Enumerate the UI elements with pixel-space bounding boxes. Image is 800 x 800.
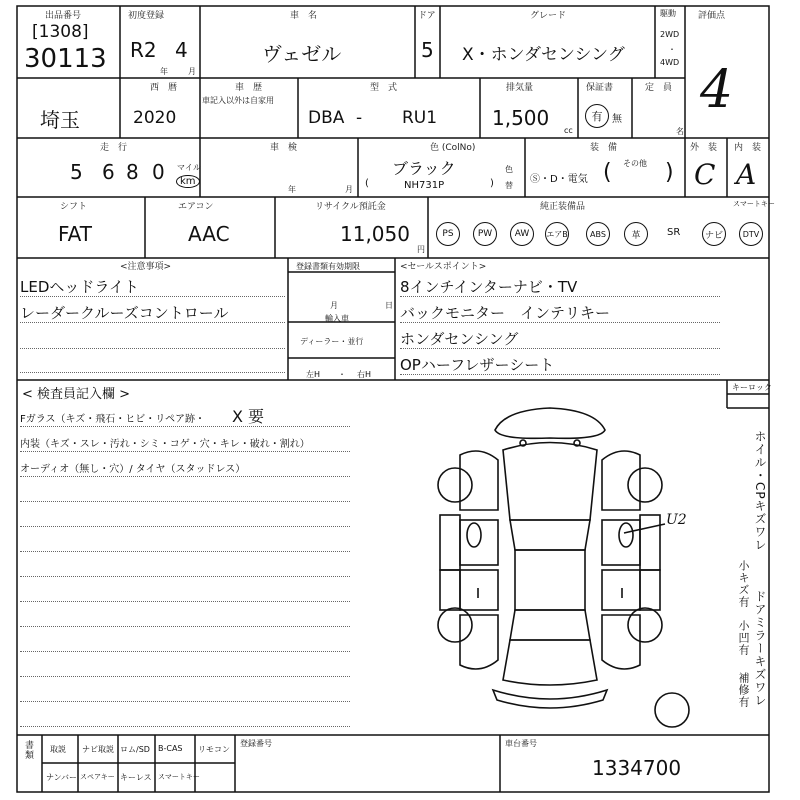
first-reg-month-suffix: 月	[188, 67, 196, 76]
inspection-month: 月	[345, 185, 353, 194]
mileage-header: 走 行	[100, 143, 128, 153]
shift-value: FAT	[58, 222, 93, 246]
docs-header: 書類	[23, 740, 33, 760]
smart-key-header: スマートキー	[733, 200, 775, 208]
region: 埼玉	[40, 108, 80, 132]
car-name: ヴェゼル	[262, 42, 342, 66]
equipment-header: 装 備	[590, 143, 618, 153]
drive-header: 駆動	[660, 9, 676, 18]
color-name: ブラック	[392, 159, 456, 178]
first-reg-month: 4	[175, 38, 188, 62]
grade: X・ホンダセンシング	[462, 45, 625, 65]
capacity-suffix: 名	[676, 127, 684, 136]
lot-no-header: 出品番号	[45, 11, 82, 21]
doc-bcas: B-CAS	[158, 744, 183, 753]
note-1: LEDヘッドライト	[20, 278, 139, 296]
doc-manual: 取説	[50, 745, 66, 754]
model-prefix: DBA	[308, 108, 345, 128]
mileage-digit-1: 5	[70, 160, 83, 184]
std-equip-ps: PS	[436, 222, 460, 246]
inspector-mark: X 要	[232, 407, 265, 426]
model-dash: -	[356, 108, 363, 128]
import-right: 右H	[357, 370, 372, 379]
recycle-header: リサイクル預託金	[315, 202, 386, 212]
key-lock-header: キーロック	[732, 383, 772, 392]
recycle-value: 11,050	[340, 222, 410, 246]
model-header: 型 式	[370, 83, 398, 93]
score-header: 評価点	[698, 11, 726, 21]
std-equip-abs: ABS	[586, 222, 610, 246]
auction-sheet: 出品番号 [1308] 30113 初度登録 R2 4 年 月 車 名 ヴェゼル ドア 5 グレード X・ホンダセンシング 駆動 2WD ・ 4WD 評価点 4 埼玉 西 暦 2020 車 歴 車記入以外は自家用 型 式 DBA - RU1 排気量 1,500 cc 保証書 有 無 定 員 名 走 行 5 6 8 0 マイル km 車 検 年 月 色 (ColNo) ブラック NH731P ( ) 色 替 装 備 Ⓢ・D・電気 ( ) その他 外 装 内 装 C A シフト FAT エアコン AAC リサイクル預託金 11,050 円 純正装備品 スマートキー PS PW AW エアB ABS 革 SR ナビ DTV <注意事項> LEDヘッドライト レーダークルーズコントロール 登録書類有効期限 月 日 輸入車 ディーラー・並行 左H ・ 右H <セールスポイント> 8インチインターナビ・TV バックモニター インテリキー ホンダセンシング OPハーフレザーシート < 検査員記入欄 > キーロック Fガラス（キズ・飛石・ヒビ・リペア跡・ X 要 内装（キズ・スレ・汚れ・シミ・コゲ・穴・キレ・破れ・割れ） オーディオ（無し・穴）/ タイヤ（スタッドレス） U2 ホイル・CPキズワレ 小キズ有 ドアミラーキズワレ 小凹有 補修有 書類 取説 ナビ取説 ロム/SD B-CAS リモコン ナンバー スペアキー キーレス スマートキー 登録番号 車台番号 1334700	[0, 0, 800, 800]
color-header: 色 (ColNo)	[430, 143, 476, 153]
first-reg-header: 初度登録	[128, 11, 165, 21]
aircon-header: エアコン	[178, 202, 214, 212]
exterior-header: 外 装	[690, 143, 718, 153]
shift-header: シフト	[60, 202, 88, 212]
lot-number: 30113	[24, 44, 107, 74]
interior-grade: A	[736, 158, 757, 191]
note-2: レーダークルーズコントロール	[20, 304, 229, 322]
inspection-year: 年	[288, 185, 296, 194]
first-reg-year-suffix: 年	[160, 67, 168, 76]
chassis-no: 1334700	[592, 756, 682, 780]
inspector-line-1: Fガラス（キズ・飛石・ヒビ・リペア跡・	[20, 414, 206, 425]
door-count: 5	[421, 38, 434, 62]
legend-vertical-5: 補修有	[737, 672, 750, 708]
mileage-digit-2: 6	[102, 160, 115, 184]
car-history-header: 車 歴	[235, 83, 263, 93]
reg-validity-header: 登録書類有効期限	[296, 262, 360, 271]
std-equipment-header: 純正装備品	[540, 202, 586, 212]
equipment-other: その他	[623, 159, 647, 168]
doc-navi-manual: ナビ取説	[82, 745, 114, 754]
year-header: 西 暦	[150, 83, 178, 93]
drive-4wd: 4WD	[660, 58, 680, 67]
car-history-note: 車記入以外は自家用	[202, 96, 274, 105]
std-equip-leather: 革	[624, 222, 648, 246]
std-equip-sr: SR	[667, 227, 681, 238]
equipment-text: Ⓢ・D・電気	[530, 174, 588, 185]
import-dot: ・	[338, 370, 346, 379]
import-dealer: ディーラー・並行	[300, 337, 364, 346]
mileage-digit-4: 0	[152, 160, 165, 184]
car-name-header: 車 名	[290, 11, 318, 21]
exterior-grade: C	[694, 158, 716, 191]
legend-vertical-4: 小凹有	[737, 620, 750, 656]
door-header: ドア	[418, 11, 436, 21]
legend-vertical-3: ドアミラーキズワレ	[753, 590, 767, 707]
displacement-header: 排気量	[506, 83, 534, 93]
warranty-yes-circle: 有	[585, 104, 609, 128]
import-left: 左H	[306, 370, 321, 379]
notes-header: <注意事項>	[120, 262, 172, 272]
diagram-damage-mark: U2	[666, 512, 687, 528]
grade-header: グレード	[530, 11, 567, 21]
recycle-unit: 円	[417, 245, 425, 254]
drive-2wd: 2WD	[660, 30, 680, 39]
lot-bracket: [1308]	[32, 22, 89, 42]
legend-vertical-2: 小キズ有	[737, 560, 750, 608]
std-equip-navi: ナビ	[702, 222, 726, 246]
doc-number-plate: ナンバー	[46, 773, 78, 782]
reg-no-header: 登録番号	[240, 739, 272, 748]
color-label-2: 替	[505, 181, 513, 190]
import-header: 輸入車	[325, 314, 349, 323]
color-code: NH731P	[404, 180, 445, 191]
doc-remote: リモコン	[198, 745, 230, 754]
std-equip-pw: PW	[473, 222, 497, 246]
warranty-no: 無	[612, 114, 622, 125]
legend-vertical-1: ホイル・CPキズワレ	[753, 430, 767, 552]
chassis-no-header: 車台番号	[505, 739, 537, 748]
inspector-header: < 検査員記入欄 >	[22, 387, 131, 402]
reg-validity-day: 日	[385, 301, 393, 310]
sales-point-4: OPハーフレザーシート	[400, 356, 555, 374]
model-code: RU1	[402, 108, 438, 128]
std-equip-dtv: DTV	[739, 222, 763, 246]
inspector-line-3: オーディオ（無し・穴）/ タイヤ（スタッドレス）	[20, 464, 246, 475]
sales-point-1: 8インチインターナビ・TV	[400, 278, 578, 296]
inspector-line-2: 内装（キズ・スレ・汚れ・シミ・コゲ・穴・キレ・破れ・割れ）	[20, 439, 310, 450]
std-equip-aw: AW	[510, 222, 534, 246]
mileage-digit-3: 8	[126, 160, 139, 184]
sales-point-3: ホンダセンシング	[400, 330, 519, 348]
reg-validity-month: 月	[330, 301, 338, 310]
score-value: 4	[700, 60, 734, 120]
doc-keyless: キーレス	[120, 773, 152, 782]
interior-header: 内 装	[734, 143, 762, 153]
doc-spare-key: スペアキー	[80, 773, 115, 781]
doc-smart-key: スマートキー	[158, 773, 200, 781]
sales-point-2: バックモニター インテリキー	[400, 304, 611, 322]
inspection-header: 車 検	[270, 143, 298, 153]
year-value: 2020	[133, 108, 177, 128]
std-equip-airbag: エアB	[545, 222, 569, 246]
sales-points-header: <セールスポイント>	[400, 262, 487, 272]
aircon-value: AAC	[188, 222, 230, 246]
mileage-mile: マイル	[177, 163, 201, 172]
color-label-1: 色	[505, 165, 513, 174]
warranty-header: 保証書	[586, 83, 614, 93]
mileage-km-circle: km	[176, 175, 200, 188]
capacity-header: 定 員	[645, 83, 673, 93]
displacement-unit: cc	[564, 126, 573, 135]
displacement-value: 1,500	[492, 106, 550, 130]
doc-rom-sd: ロム/SD	[120, 745, 150, 754]
first-reg-era: R2	[130, 38, 157, 62]
